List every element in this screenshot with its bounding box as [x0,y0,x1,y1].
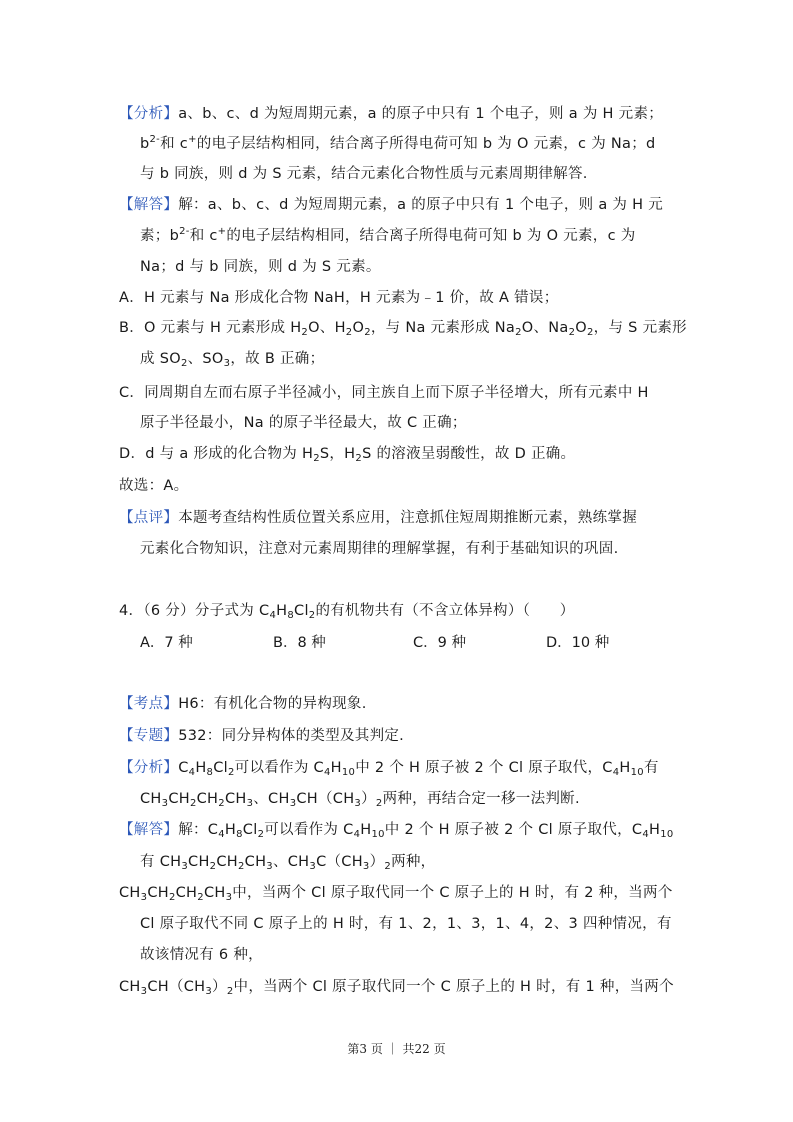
option-b-explanation-1: B．O 元素与 H 元素形成 $H_2O$、$H_2O_2$，与 Na 元素形成 $Na_2O$、$Na_2O_2$，与 S 元素形 [119,320,687,338]
answer2-tag: 【解答】 [119,822,179,838]
butane-case-line-3: 故该情况有 6 种， [140,947,263,963]
analysis-line-3: 与 b 同族，则 d 为 S 元素，结合元素化合物性质与元素周期律解答. [140,166,588,182]
test-point-line: 【考点】H6：有机化合物的异构现象. [119,696,367,712]
isobutane-case-line-1: $CH_3CH(CH_3)_2$中，当两个 Cl 原子取代同一个 C 原子上的 H 时，有 1 种，当两个 [119,979,674,997]
option-d-explanation: D．d 与 a 形成的化合物为 $H_2S$，$H_2S$ 的溶液呈弱酸性，故 D 正确。 [119,446,576,464]
analysis-line-1: 【分析】a、b、c、d 为短周期元素，a 的原子中只有 1 个电子，则 a 为 H 元素； [119,106,664,122]
analysis-tag: 【分析】 [119,106,179,122]
topic-line: 【专题】532：同分异构体的类型及其判定. [119,728,405,744]
answer-line-1: 【解答】解：a、b、c、d 为短周期元素，a 的原子中只有 1 个电子，则 a 为 H 元 [119,197,664,213]
test-point-tag: 【考点】 [119,696,179,712]
analysis2-line-1: 【分析】$C_4H_8Cl_2$可以看作为 $C_4H_{10}$中 2 个 H 原子被 2 个 Cl 原子取代，$C_4H_{10}$有 [119,760,659,778]
comment-line-1: 【点评】本题考查结构性质位置关系应用，注意抓住短周期推断元素，熟练掌握 [119,510,637,526]
answer-line-2: 素；$b^{2-}$和 c+的电子层结构相同，结合离子所得电荷可知 b 为 O 元素，c 为 [140,226,636,244]
answer2-line-1: 【解答】解：$C_4H_8Cl_2$可以看作为 $C_4H_{10}$中 2 个 H 原子被 2 个 Cl 原子取代，$C_4H_{10}$ [119,822,674,840]
option-c-explanation-2: 原子半径最小，Na 的原子半径最大，故 C 正确； [140,415,467,431]
analysis-line-2: $b^{2-}$和 c+的电子层结构相同，结合离子所得电荷可知 b 为 O 元素，c 为 Na；d [140,134,656,152]
analysis2-line-2: $CH_3CH_2CH_2CH_3$、$CH_3CH(CH_3)_2$两种，再结合定一移一法判断. [140,791,580,809]
final-choice: 故选：A。 [119,478,189,494]
option-c: C．9 种 [413,635,466,651]
question-4-stem: 4．（6 分）分子式为 $C_4H_8Cl_2$的有机物共有（不含立体异构）（ ） [119,603,575,621]
answer-line-3: Na；d 与 b 同族，则 d 为 S 元素。 [140,259,381,275]
answer2-line-2: 有 $CH_3CH_2CH_2CH_3$、$CH_3C(CH_3)_2$两种， [140,854,436,872]
comment-tag: 【点评】 [119,510,179,526]
butane-case-line-2: Cl 原子取代不同 C 原子上的 H 时，有 1、2，1、3，1、4，2、3 四种情况，有 [140,916,672,932]
option-a-explanation: A．H 元素与 Na 形成化合物 NaH，H 元素为﹣1 价，故 A 错误； [119,290,559,306]
option-a: A．7 种 [140,635,193,651]
option-c-explanation-1: C．同周期自左而右原子半径减小，同主族自上而下原子半径增大，所有元素中 H [119,385,649,401]
topic-tag: 【专题】 [119,728,179,744]
option-b: B．8 种 [273,635,326,651]
option-d: D．10 种 [546,635,610,651]
option-b-explanation-2: 成 $SO_2$、$SO_3$，故 B 正确； [140,351,325,369]
butane-case-line-1: $CH_3CH_2CH_2CH_3$中，当两个 Cl 原子取代同一个 C 原子上的 H 时，有 2 种，当两个 [119,885,673,903]
comment-line-2: 元素化合物知识，注意对元素周期律的理解掌握，有利于基础知识的巩固. [140,541,619,557]
analysis2-tag: 【分析】 [119,760,179,776]
answer-tag: 【解答】 [119,197,179,213]
page-footer: 第3 页 ｜ 共22 页 [347,1042,446,1056]
